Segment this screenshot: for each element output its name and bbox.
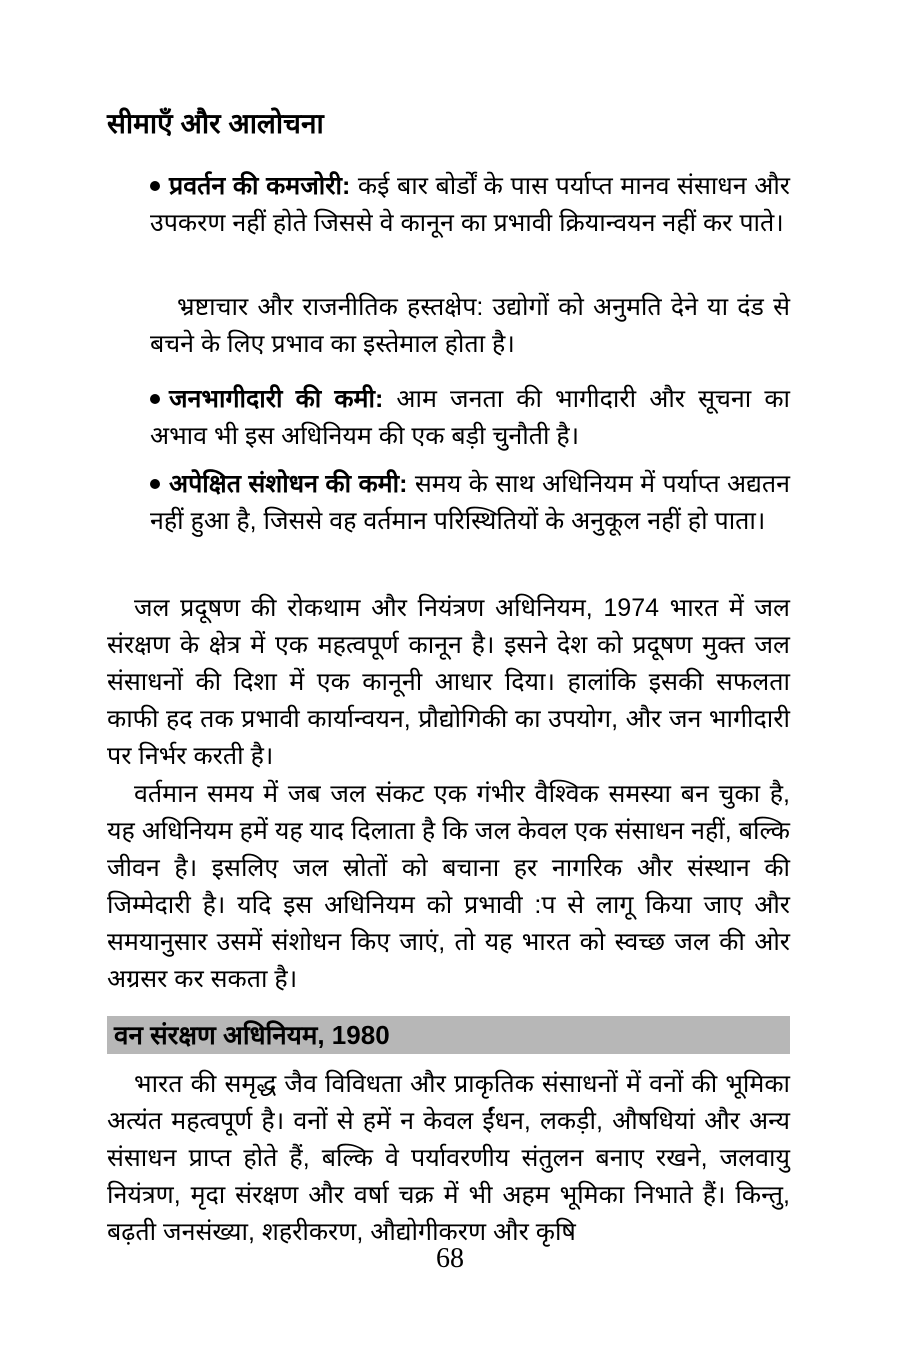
section-heading-limitations: सीमाएँ और आलोचना xyxy=(107,108,324,139)
bullet-item-amendments xyxy=(150,466,790,540)
bullet-body: कई बार बोर्डों के पास पर्याप्त मानव संसाधन और उपकरण नहीं होते जिससे वे कानून का प्रभावी क्रियान्वयन नहीं कर पाते। xyxy=(150,172,791,237)
bullet-item-public-participation xyxy=(150,381,790,455)
bullet-lead: अपेक्षित संशोधन की कमी: xyxy=(169,470,408,498)
water-act-conclusion-paragraph: वर्तमान समय में जब जल संकट एक गंभीर वैश्विक समस्या बन चुका है, यह अधिनियम हमें यह याद दिलाता है कि जल केवल एक संसाधन नहीं, बल्कि जीवन है। इसलिए जल स्रोतों को बचाना हर नागरिक और संस्थान की जिम्मेदारी है। यदि इस अधिनियम को प्रभावी :प से लागू किया जाए और समयानुसार उसमें संशोधन किए जाएं, तो यह भारत को स्वच्छ जल की ओर अग्रसर कर सकता है। xyxy=(107,780,790,993)
bullet-lead: जनभागीदारी की कमी: xyxy=(169,385,384,413)
bullet-icon xyxy=(150,479,160,489)
bullet-item-enforcement xyxy=(150,168,790,242)
forest-act-intro-paragraph: भारत की समृद्ध जैव विविधता और प्राकृतिक संसाधनों में वनों की भूमिका अत्यंत महत्वपूर्ण है। वनों से हमें न केवल ईंधन, लकड़ी, औषधियां और अन्य संसाधन प्राप्त होते हैं, बल्कि वे पर्यावरणीय संतुलन बनाए रखने, जलवायु नियंत्रण, मृदा संरक्षण और वर्षा चक्र में भी अहम भूमिका निभाते हैं। किन्तु, बढ़ती जनसंख्या, शहरीकरण, औद्योगीकरण और कृषि xyxy=(107,1070,790,1246)
page-number: 68 xyxy=(436,1243,464,1274)
corruption-note-paragraph: भ्रष्टाचार और राजनीतिक हस्तक्षेप: उद्योगों को अनुमति देने या दंड से बचने के लिए प्रभाव का इस्तेमाल होता है। xyxy=(150,293,790,358)
bullet-body: समय के साथ अधिनियम में पर्याप्त अद्यतन नहीं हुआ है, जिससे वह वर्तमान परिस्थितियों के अनुकूल नहीं हो पाता। xyxy=(150,470,790,535)
bullet-lead: प्रवर्तन की कमजोरी: xyxy=(169,172,351,200)
bullet-icon xyxy=(150,181,160,191)
bullet-body: आम जनता की भागीदारी और सूचना का अभाव भी इस अधिनियम की एक बड़ी चुनौती है। xyxy=(150,385,790,450)
water-act-summary-paragraph: जल प्रदूषण की रोकथाम और नियंत्रण अधिनियम, 1974 भारत में जल संरक्षण के क्षेत्र में एक महत्वपूर्ण कानून है। इसने देश को प्रदूषण मुक्त जल संसाधनों की दिशा में एक कानूनी आधार दिया। हालांकि इसकी सफलता काफी हद तक प्रभावी कार्यान्वयन, प्रौद्योगिकी का उपयोग, और जन भागीदारी पर निर्भर करती है। xyxy=(107,594,790,770)
bullet-icon xyxy=(150,394,160,404)
section-heading-forest-act: वन संरक्षण अधिनियम, 1980 xyxy=(107,1016,790,1054)
